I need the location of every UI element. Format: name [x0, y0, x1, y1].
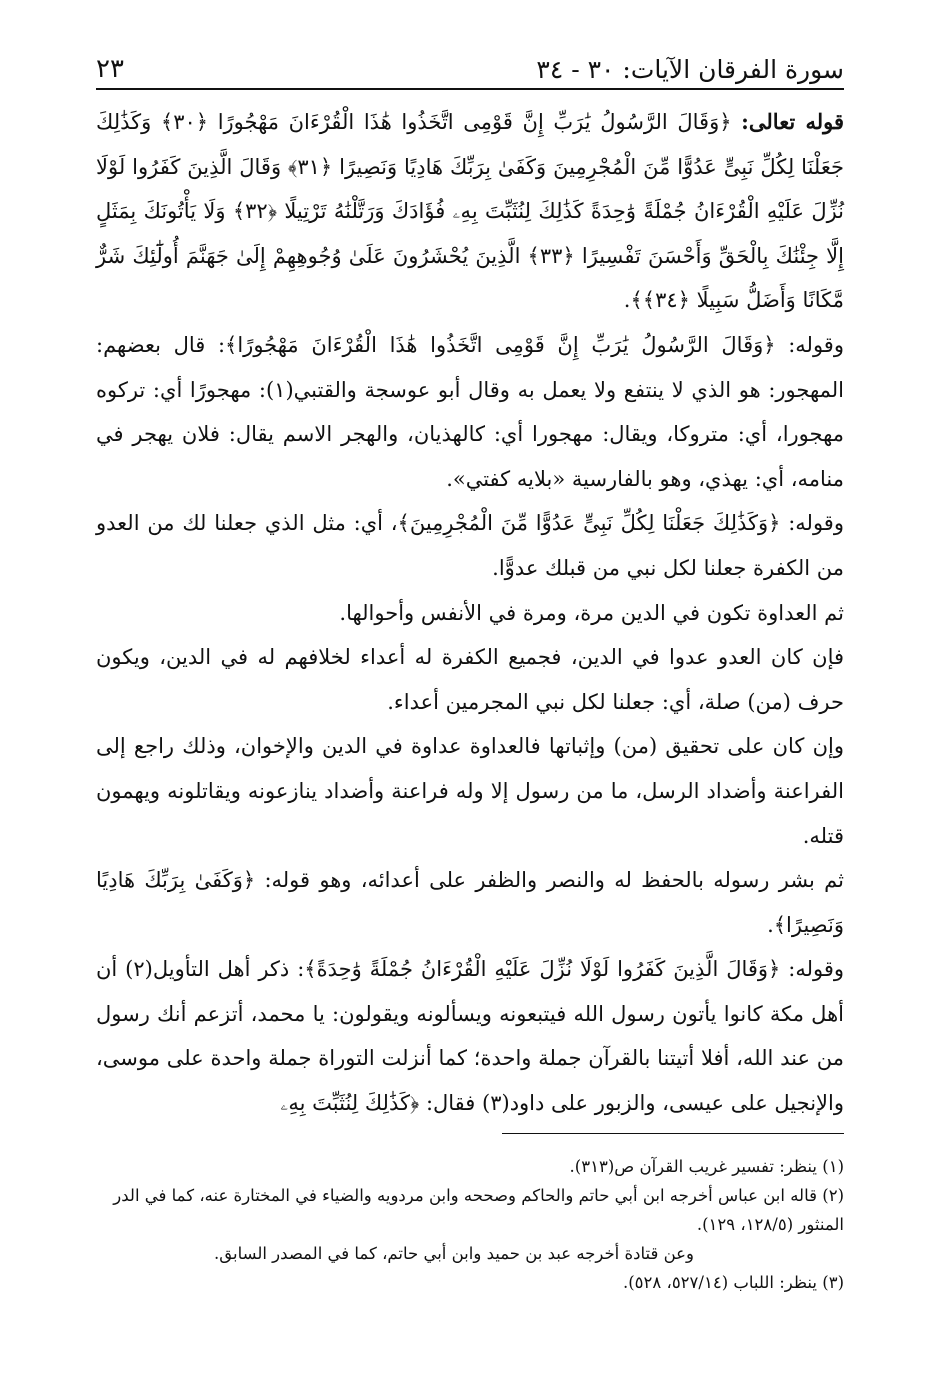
- footnote: (١) ينظر: تفسير غريب القرآن ص(٣١٣).: [569, 1157, 844, 1176]
- running-title: سورة الفرقان الآيات: ٣٠ - ٣٤: [536, 55, 844, 84]
- paragraph: [96, 100, 844, 323]
- paragraph: وقوله: ﴿وَقَالَ الرَّسُولُ يَٰرَبِّ إِنَّ قَوْمِى اتَّخَذُوا هَٰذَا الْقُرْءَانَ مَهْجُورًا﴾: قال بعضهم: المهجور: هو الذي لا ينتفع ولا يعمل به وقال أبو عوسجة والقتبي(١): مهجورًا أي: تركوه مهجورا، أي: متروكا، ويقال: مهجورا أي: كالهذيان، والهجر الاسم يقال: فلان يهجر في منامه، أي: يهذي، وهو بالفارسية «بلايه كفتي».: [96, 332, 844, 491]
- paragraph: وقوله: ﴿وَقَالَ الَّذِينَ كَفَرُوا لَوْلَا نُزِّلَ عَلَيْهِ الْقُرْءَانُ جُمْلَةً وَٰحِدَةً﴾: ذكر أهل التأويل(٢) أن أهل مكة كانوا يأتون رسول الله فيتبعونه ويسألونه ويقولون: يا محمد، أتزعم أنك رسول من عند الله، أفلا أتيتنا بالقرآن جملة واحدة؛ كما أنزلت التوراة جملة واحدة على موسى، والإنجيل على عيسى، والزبور على داود(٣) فقال: ﴿كَذَٰلِكَ لِنُثَبِّتَ بِهِۦ: [96, 957, 845, 1116]
- main-text: [96, 100, 844, 1126]
- paragraph-lead: قوله تعالى:: [741, 109, 844, 134]
- page-number: ٢٣: [96, 54, 124, 84]
- paragraph: فإن كان العدو عدوا في الدين، فجميع الكفرة له أعداء لخلافهم له في الدين، ويكون حرف (من) صلة، أي: جعلنا لكل نبي المجرمين أعداء.: [96, 645, 845, 714]
- paragraph: وإن كان على تحقيق (من) وإثباتها فالعداوة عداوة في الدين والإخوان، وذلك راجع إلى الفراعنة وأضداد الرسل، ما من رسول إلا وله فراعنة وأضداد ينازعونه ويقاتلونه ويهمون قتله.: [96, 734, 844, 848]
- footnote: (٣) ينظر: اللباب (٥٢٧/١٤، ٥٢٨).: [622, 1273, 844, 1292]
- paragraph: وقوله: ﴿وَكَذَٰلِكَ جَعَلْنَا لِكُلِّ نَبِىٍّ عَدُوًّا مِّنَ الْمُجْرِمِينَ﴾، أي: مثل الذي جعلنا لك من العدو من الكفرة جعلنا لكل نبي من قبلك عدوًّا.: [96, 511, 844, 580]
- footnotes: [96, 1152, 844, 1297]
- footnote-separator: [502, 1133, 844, 1134]
- quran-verses: ﴿وَقَالَ الرَّسُولُ يَٰرَبِّ إِنَّ قَوْمِى اتَّخَذُوا هَٰذَا الْقُرْءَانَ مَهْجُورًا ﴿٣٠﴾ وَكَذَٰلِكَ جَعَلْنَا لِكُلِّ نَبِىٍّ عَدُوًّا مِّنَ الْمُجْرِمِينَ وَكَفَىٰ بِرَبِّكَ هَادِيًا وَنَصِيرًا ﴿٣١﴾ وَقَالَ الَّذِينَ كَفَرُوا لَوْلَا نُزِّلَ عَلَيْهِ الْقُرْءَانُ جُمْلَةً وَٰحِدَةً كَذَٰلِكَ لِنُثَبِّتَ بِهِۦ فُؤَادَكَ وَرَتَّلْنَٰهُ تَرْتِيلًا ﴿٣٢﴾ وَلَا يَأْتُونَكَ بِمَثَلٍ إِلَّا جِئْنَٰكَ بِالْحَقِّ وَأَحْسَنَ تَفْسِيرًا ﴿٣٣﴾ الَّذِينَ يُحْشَرُونَ عَلَىٰ وُجُوهِهِمْ إِلَىٰ جَهَنَّمَ أُولَٰٓئِكَ شَرٌّ مَّكَانًا وَأَضَلُّ سَبِيلًا ﴿٣٤﴾﴾.: [96, 110, 845, 313]
- page-header: [96, 52, 844, 90]
- footnote: (٢) قاله ابن عباس أخرجه ابن أبي حاتم والحاكم وصححه وابن مردويه والضياء في المختارة عنه، كما في الدر المنثور (١٢٨/٥، ١٢٩).: [113, 1186, 844, 1234]
- paragraph: ثم بشر رسوله بالحفظ له والنصر والظفر على أعدائه، وهو قوله: ﴿وَكَفَىٰ بِرَبِّكَ هَادِيًا وَنَصِيرًا﴾.: [96, 868, 844, 937]
- paragraph: ثم العداوة تكون في الدين مرة، ومرة في الأنفس وأحوالها.: [339, 600, 844, 625]
- footnote-continuation: وعن قتادة أخرجه عبد بن حميد وابن أبي حاتم، كما في المصدر السابق.: [213, 1244, 694, 1263]
